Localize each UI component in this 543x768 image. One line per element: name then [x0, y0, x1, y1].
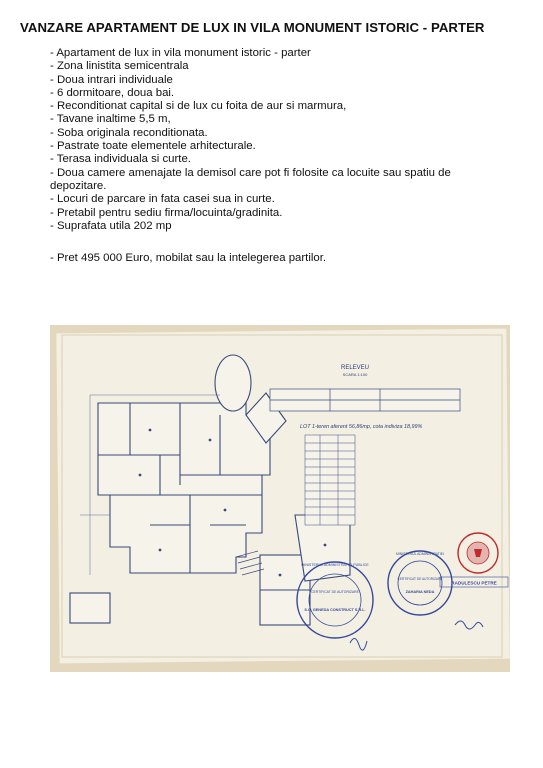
lot-caption: LOT 1-teren aferent 56,86mp, cota indiviza 18,99% [300, 424, 423, 430]
stamp-left-company: S.C. GENEDA CONSTRUCT S.R.L. [304, 608, 366, 612]
page-title: VANZARE APARTAMENT DE LUX IN VILA MONUMENT ISTORIC - PARTER [20, 20, 485, 35]
stamp-mid-center-text: CERTIFICAT DE AUTORIZARE [397, 577, 443, 581]
coordinate-table [305, 435, 355, 525]
plan-header-title: RELEVEU [340, 365, 370, 371]
feature-item: - Locuri de parcare in fata casei sua in curte. [50, 193, 275, 206]
feature-item: - Tavane inaltime 5,5 m, [50, 113, 171, 126]
feature-item: - Doua camere amenajate la demisol care pot fi folosite ca locuite sau spatiu de depozitare. [50, 166, 451, 192]
feature-item: - Zona linistita semicentrala [50, 60, 189, 73]
stamp-left-center-text: CERTIFICAT DE AUTORIZARE [311, 590, 359, 594]
stamp-mid-ring-text: MINISTERUL ADMINISTRATIEI [395, 552, 445, 556]
feature-item: - Doua intrari individuale [50, 73, 173, 86]
stamp-red-name: RADULESCU PETRE [451, 580, 497, 586]
feature-item: - Reconditionat capital si de lux cu foita de aur si marmura, [50, 100, 347, 113]
feature-list [50, 47, 480, 233]
feature-item: - 6 dormitoare, doua bai. [50, 86, 175, 99]
feature-item: - Terasa individuala si curte. [50, 153, 191, 166]
feature-item: - Apartament de lux in vila monument istoric - parter [50, 47, 311, 59]
feature-item: - Suprafata utila 202 mp [50, 219, 172, 232]
stamp-left-ring-text: MINISTERUL ADMINISTRATIEI PUBLICE [301, 563, 369, 567]
feature-item: - Pretabil pentru sediu firma/locuinta/gradinita. [50, 206, 283, 219]
plan-header-box [270, 389, 460, 411]
stamp-mid-name: ZAHARIA NEDA [405, 590, 435, 594]
feature-item: - Pastrate toate elementele arhitecturale. [50, 140, 256, 153]
price-text: - Pret 495 000 Euro, mobilat sau la intelegerea partilor. [50, 252, 327, 264]
plan-header-scale: SCARA 1:100 [342, 372, 368, 377]
floor-plan-photo [50, 325, 510, 672]
feature-item: - Soba originala reconditionata. [50, 126, 208, 139]
